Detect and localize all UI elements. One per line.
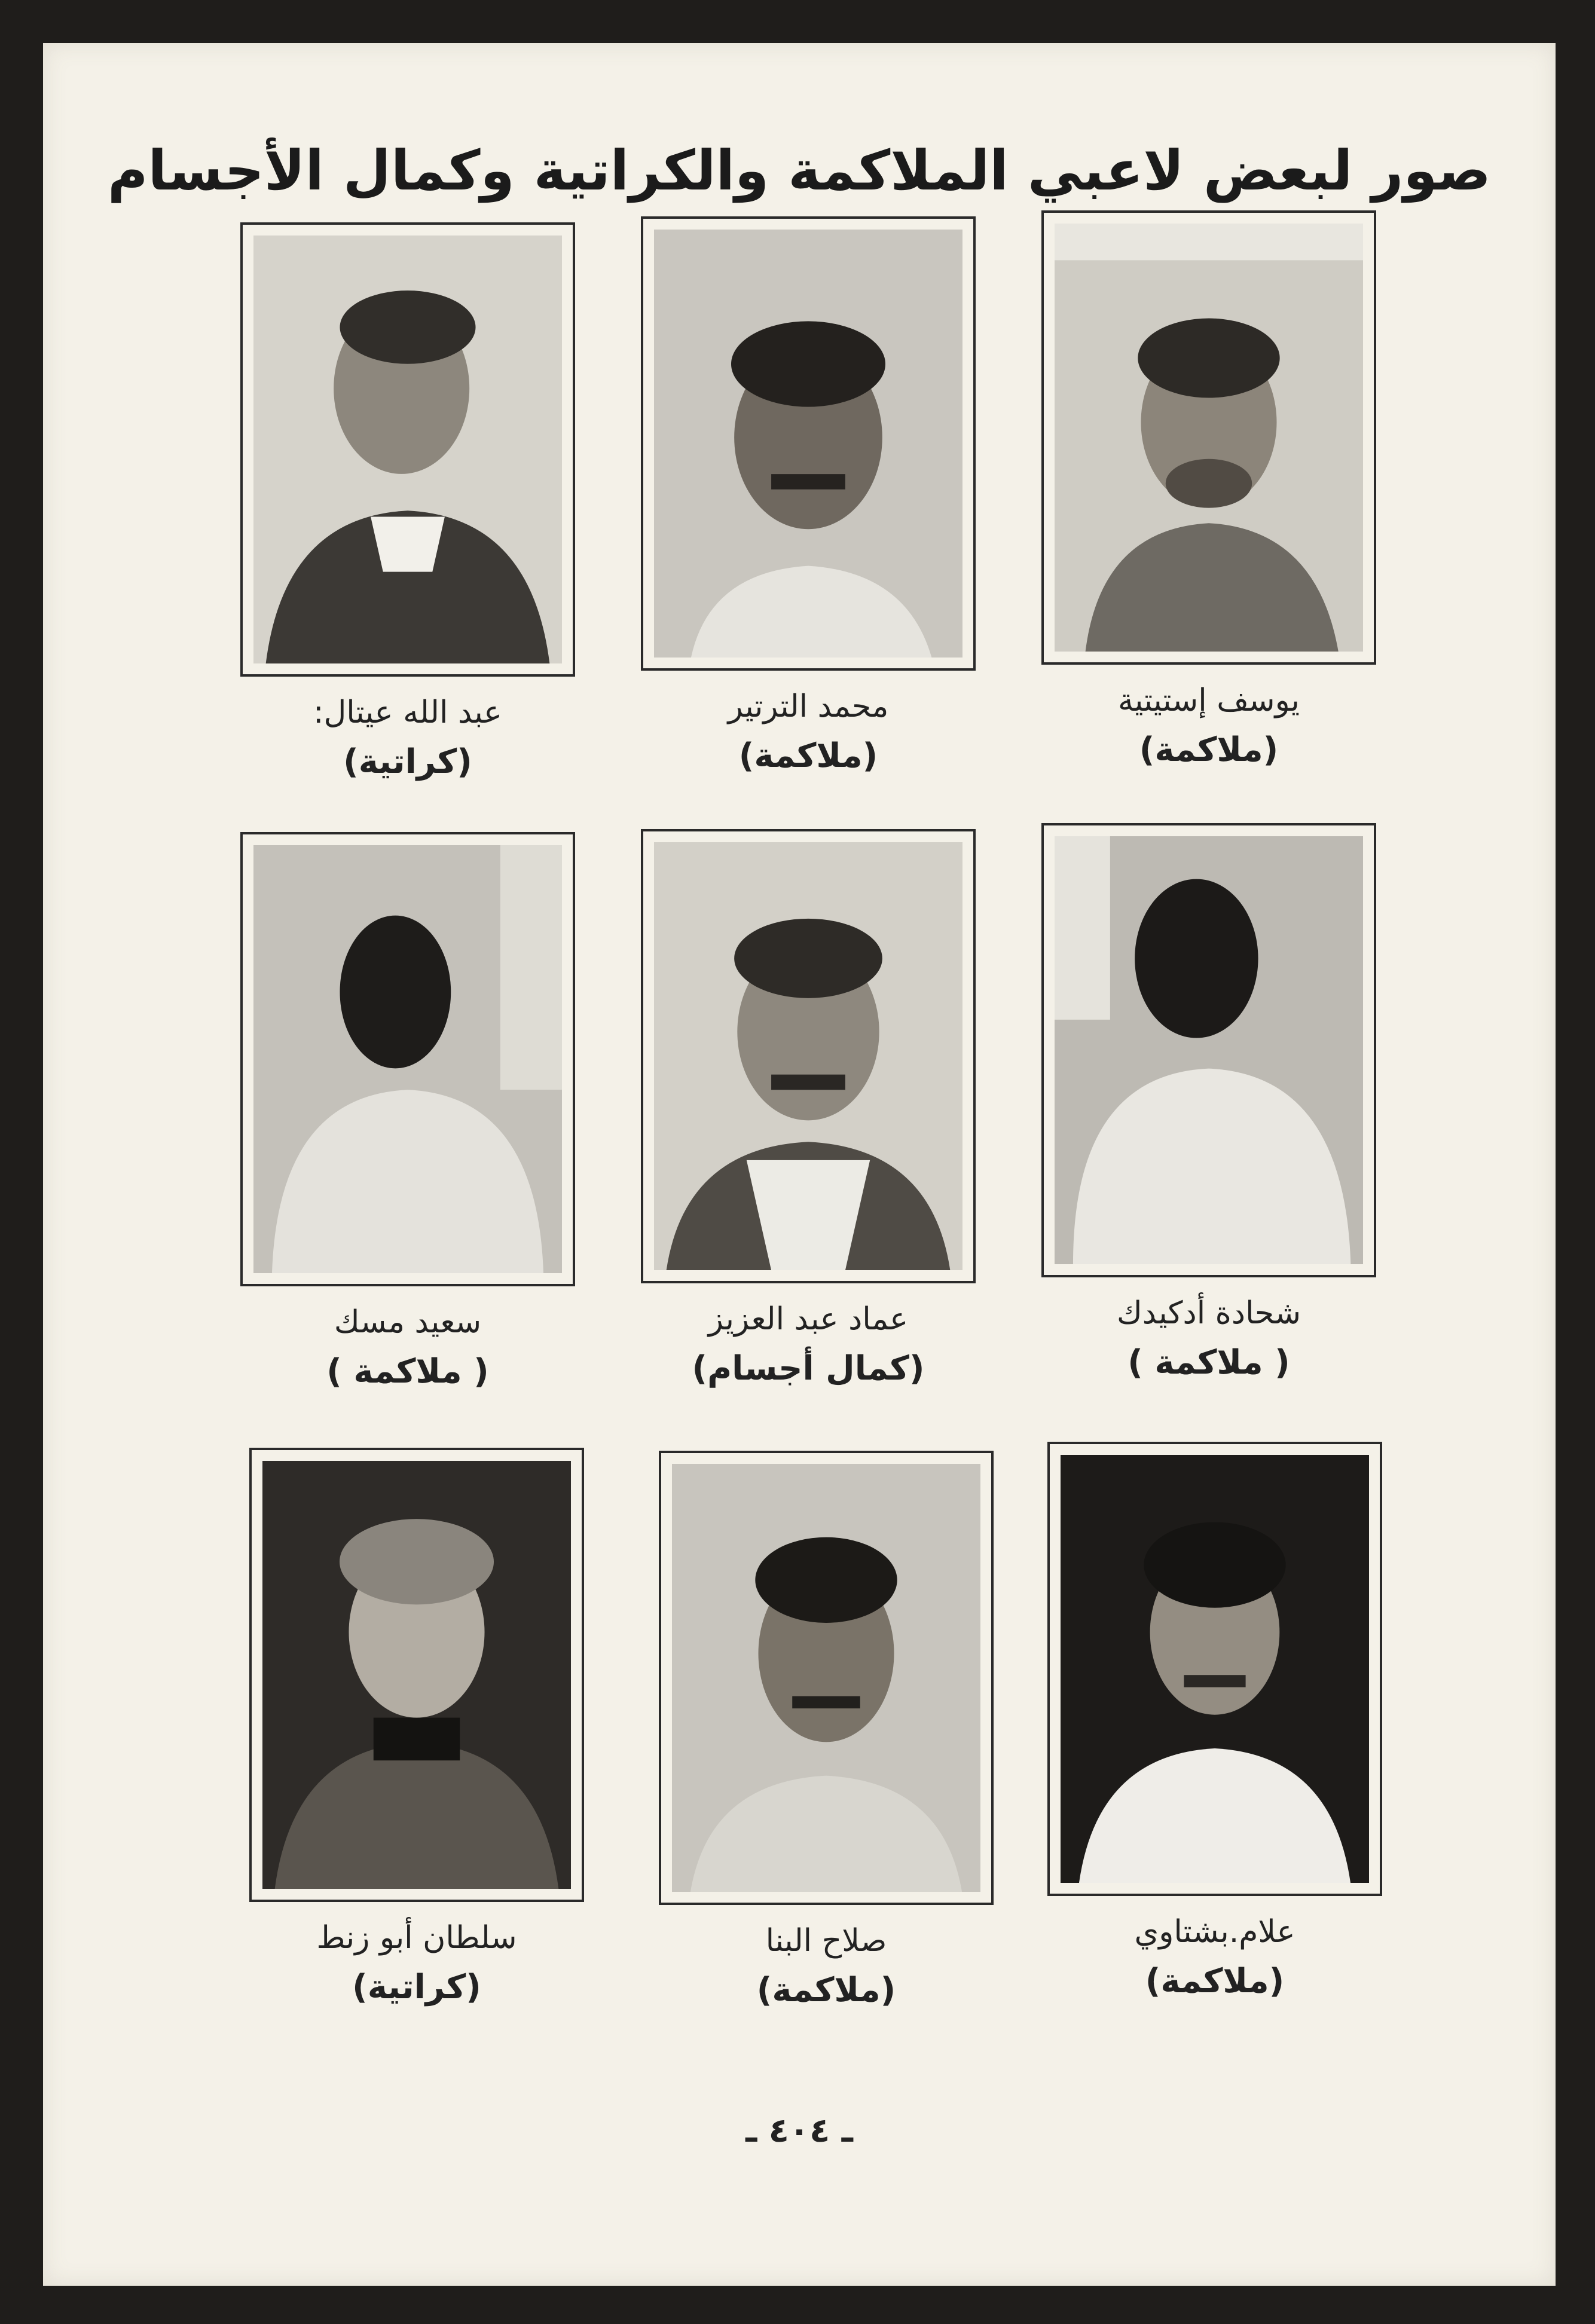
portrait-photo [262,1461,571,1889]
person-name: عبد الله عيتال: [313,695,502,730]
portrait-photo [1061,1455,1369,1883]
person-name: سعيد مسك [334,1304,482,1340]
portrait-card [201,1448,632,2034]
portrait-card [994,210,1424,796]
portrait-frame [1041,823,1376,1277]
portrait-photo [253,845,562,1273]
portrait-photo [672,1464,980,1892]
portrait-frame [240,832,575,1286]
portrait-frame [240,222,575,677]
portrait-photo [253,236,562,663]
portrait-photo [1055,836,1363,1264]
page-title: صور لبعض لاعبي الملاكمة والكراتية وكمال الأجسام [108,139,1491,203]
person-sport: (ملاكمة) [738,736,878,775]
portrait-photo [654,230,962,658]
person-name: علام.بشتاوي [1134,1914,1295,1950]
portrait-photo [1055,224,1363,652]
portrait-card [593,216,1023,802]
portrait-frame [641,216,976,671]
document-page [43,43,1556,2286]
person-sport: (كراتية) [352,1968,481,2007]
portrait-frame [659,1451,994,1905]
portrait-frame [641,829,976,1283]
portrait-card [994,823,1424,1409]
portrait-card [1000,1442,1430,2028]
person-sport: (كراتية) [343,742,472,781]
portrait-card [192,222,623,808]
person-name: يوسف إستيتية [1118,683,1300,718]
person-sport: ( ملاكمة ) [1128,1343,1290,1382]
portrait-frame [1041,210,1376,665]
page-number: ـ ٤٠٤ ـ [745,2111,853,2150]
portrait-frame [1047,1442,1382,1896]
person-name: صلاح البنا [765,1923,887,1959]
portrait-card [611,1451,1041,2036]
portrait-photo [654,842,962,1270]
portrait-card [593,829,1023,1415]
person-sport: (كمال أجسام) [692,1349,925,1388]
person-name: شحادة أدكيدك [1116,1295,1301,1331]
person-name: عماد عبد العزيز [708,1301,909,1337]
person-name: سلطان أبو زنط [316,1920,517,1956]
person-sport: (ملاكمة) [756,1971,896,2010]
portrait-card [192,832,623,1418]
person-sport: (ملاكمة) [1145,1962,1285,2001]
portrait-frame [249,1448,584,1902]
person-sport: ( ملاكمة ) [326,1352,489,1391]
person-name: محمد الترتير [728,689,889,724]
person-sport: (ملاكمة) [1139,730,1279,769]
